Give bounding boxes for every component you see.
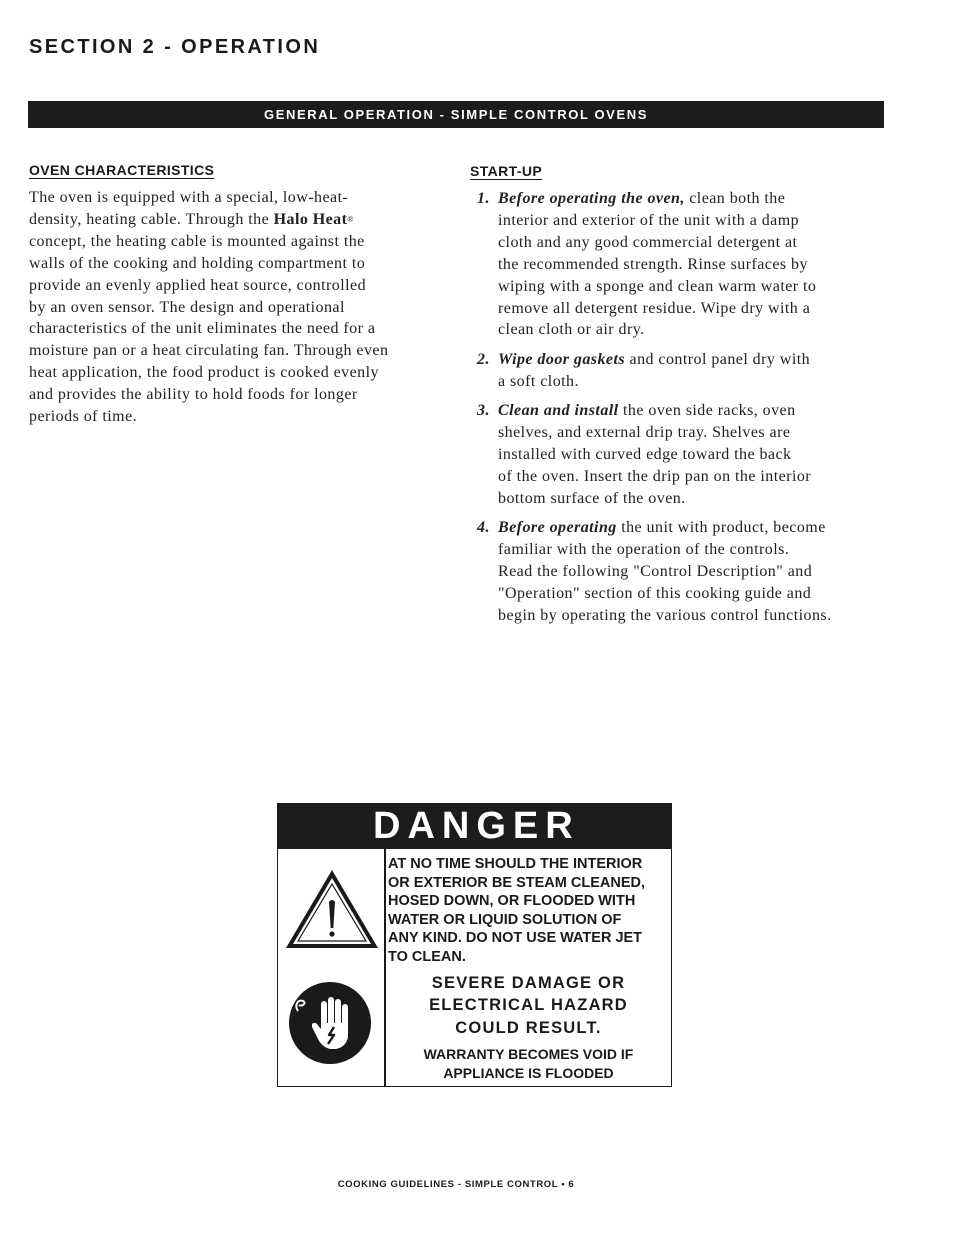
danger-warranty-text bbox=[386, 1045, 671, 1083]
danger-warning-text bbox=[388, 855, 673, 967]
warning-line: WATER OR LIQUID SOLUTION OF bbox=[388, 911, 622, 928]
step-number: 4. bbox=[477, 519, 490, 537]
danger-box bbox=[277, 803, 672, 1087]
startup-heading: START-UP bbox=[470, 163, 543, 179]
paragraph-line: concept, the heating cable is mounted against the bbox=[29, 232, 365, 250]
step-text: and control panel dry with bbox=[625, 350, 811, 368]
step-line: familiar with the operation of the controls. bbox=[498, 541, 790, 559]
step-number: 2. bbox=[477, 350, 490, 368]
warning-line: TO CLEAN. bbox=[388, 948, 466, 965]
paragraph-line: periods of time. bbox=[29, 408, 138, 426]
step-line: of the oven. Insert the drip pan on the interior bbox=[498, 467, 812, 485]
step-text: the unit with product, become bbox=[616, 519, 826, 537]
warning-line: HOSED DOWN, OR FLOODED WITH bbox=[388, 893, 636, 910]
paragraph-line-text: density, heating cable. Through the bbox=[29, 210, 274, 228]
step-line: shelves, and external drip tray. Shelves are bbox=[498, 424, 791, 442]
step-text: clean both the bbox=[684, 190, 786, 207]
step-line: remove all detergent residue. Wipe dry with a bbox=[498, 299, 811, 317]
step-line: the recommended strength. Rinse surfaces by bbox=[498, 255, 808, 273]
step-line: "Operation" section of this cooking guide and bbox=[498, 584, 812, 602]
paragraph-line bbox=[29, 209, 449, 231]
warning-line: OR EXTERIOR BE STEAM CLEANED, bbox=[388, 874, 645, 891]
warning-line: ANY KIND. DO NOT USE WATER JET bbox=[388, 930, 643, 947]
step-line: wiping with a sponge and clean warm water to bbox=[498, 277, 817, 295]
oven-characteristics-paragraph bbox=[29, 187, 449, 428]
step-line: interior and exterior of the unit with a damp bbox=[498, 211, 800, 229]
paragraph-line: and provides the ability to hold foods for longer bbox=[29, 386, 358, 404]
paragraph-line: walls of the cooking and holding compartment to bbox=[29, 254, 366, 272]
step-line: cloth and any good commercial detergent at bbox=[498, 233, 798, 251]
step-lead: Before operating the oven, bbox=[498, 190, 685, 207]
page-footer: COOKING GUIDELINES - SIMPLE CONTROL • 6 bbox=[337, 1179, 575, 1190]
step-line: installed with curved edge toward the back bbox=[498, 445, 792, 463]
registered-mark: ® bbox=[347, 214, 354, 224]
paragraph-line: The oven is equipped with a special, low-heat- bbox=[29, 189, 349, 206]
step-line: clean cloth or air dry. bbox=[498, 321, 645, 339]
warranty-line: APPLIANCE IS FLOODED bbox=[443, 1065, 614, 1081]
section-title: SECTION 2 - OPERATION bbox=[29, 36, 321, 58]
paragraph-line: characteristics of the unit eliminates the need for a bbox=[29, 320, 376, 338]
severe-line: ELECTRICAL HAZARD bbox=[429, 996, 628, 1015]
warranty-line: WARRANTY BECOMES VOID IF bbox=[423, 1046, 634, 1062]
step-line: begin by operating the various control functions. bbox=[498, 606, 832, 624]
severe-line: COULD RESULT. bbox=[455, 1018, 602, 1037]
step-lead: Wipe door gaskets bbox=[498, 350, 626, 368]
step-text: the oven side racks, oven bbox=[618, 402, 796, 420]
electric-shock-hand-icon bbox=[288, 981, 372, 1070]
warning-triangle-icon bbox=[284, 868, 380, 955]
step-line: Read the following "Control Description" and bbox=[498, 563, 813, 580]
step-lead: Clean and install bbox=[498, 402, 619, 420]
startup-step-1 bbox=[475, 188, 895, 341]
startup-list bbox=[475, 188, 895, 634]
danger-title: DANGER bbox=[278, 804, 671, 849]
step-number: 1. bbox=[477, 190, 490, 207]
severe-line: SEVERE DAMAGE OR bbox=[431, 974, 626, 992]
oven-characteristics-heading: OVEN CHARACTERISTICS bbox=[29, 162, 215, 178]
startup-step-2 bbox=[475, 349, 895, 393]
startup-step-3 bbox=[475, 400, 895, 510]
warning-line: AT NO TIME SHOULD THE INTERIOR bbox=[388, 856, 643, 872]
danger-severe-text bbox=[386, 972, 671, 1039]
paragraph-line: heat application, the food product is cooked evenly bbox=[29, 364, 379, 382]
step-line: bottom surface of the oven. bbox=[498, 489, 686, 507]
step-line: a soft cloth. bbox=[498, 372, 579, 390]
step-lead: Before operating bbox=[498, 519, 617, 537]
paragraph-line: by an oven sensor. The design and operational bbox=[29, 298, 345, 316]
paragraph-line: moisture pan or a heat circulating fan. Through even bbox=[29, 342, 389, 360]
section-banner: GENERAL OPERATION - SIMPLE CONTROL OVENS bbox=[28, 101, 884, 128]
paragraph-line: provide an evenly applied heat source, controlled bbox=[29, 276, 367, 294]
startup-step-4 bbox=[475, 517, 895, 627]
step-number: 3. bbox=[477, 402, 490, 420]
brand-name: Halo Heat bbox=[273, 210, 348, 228]
